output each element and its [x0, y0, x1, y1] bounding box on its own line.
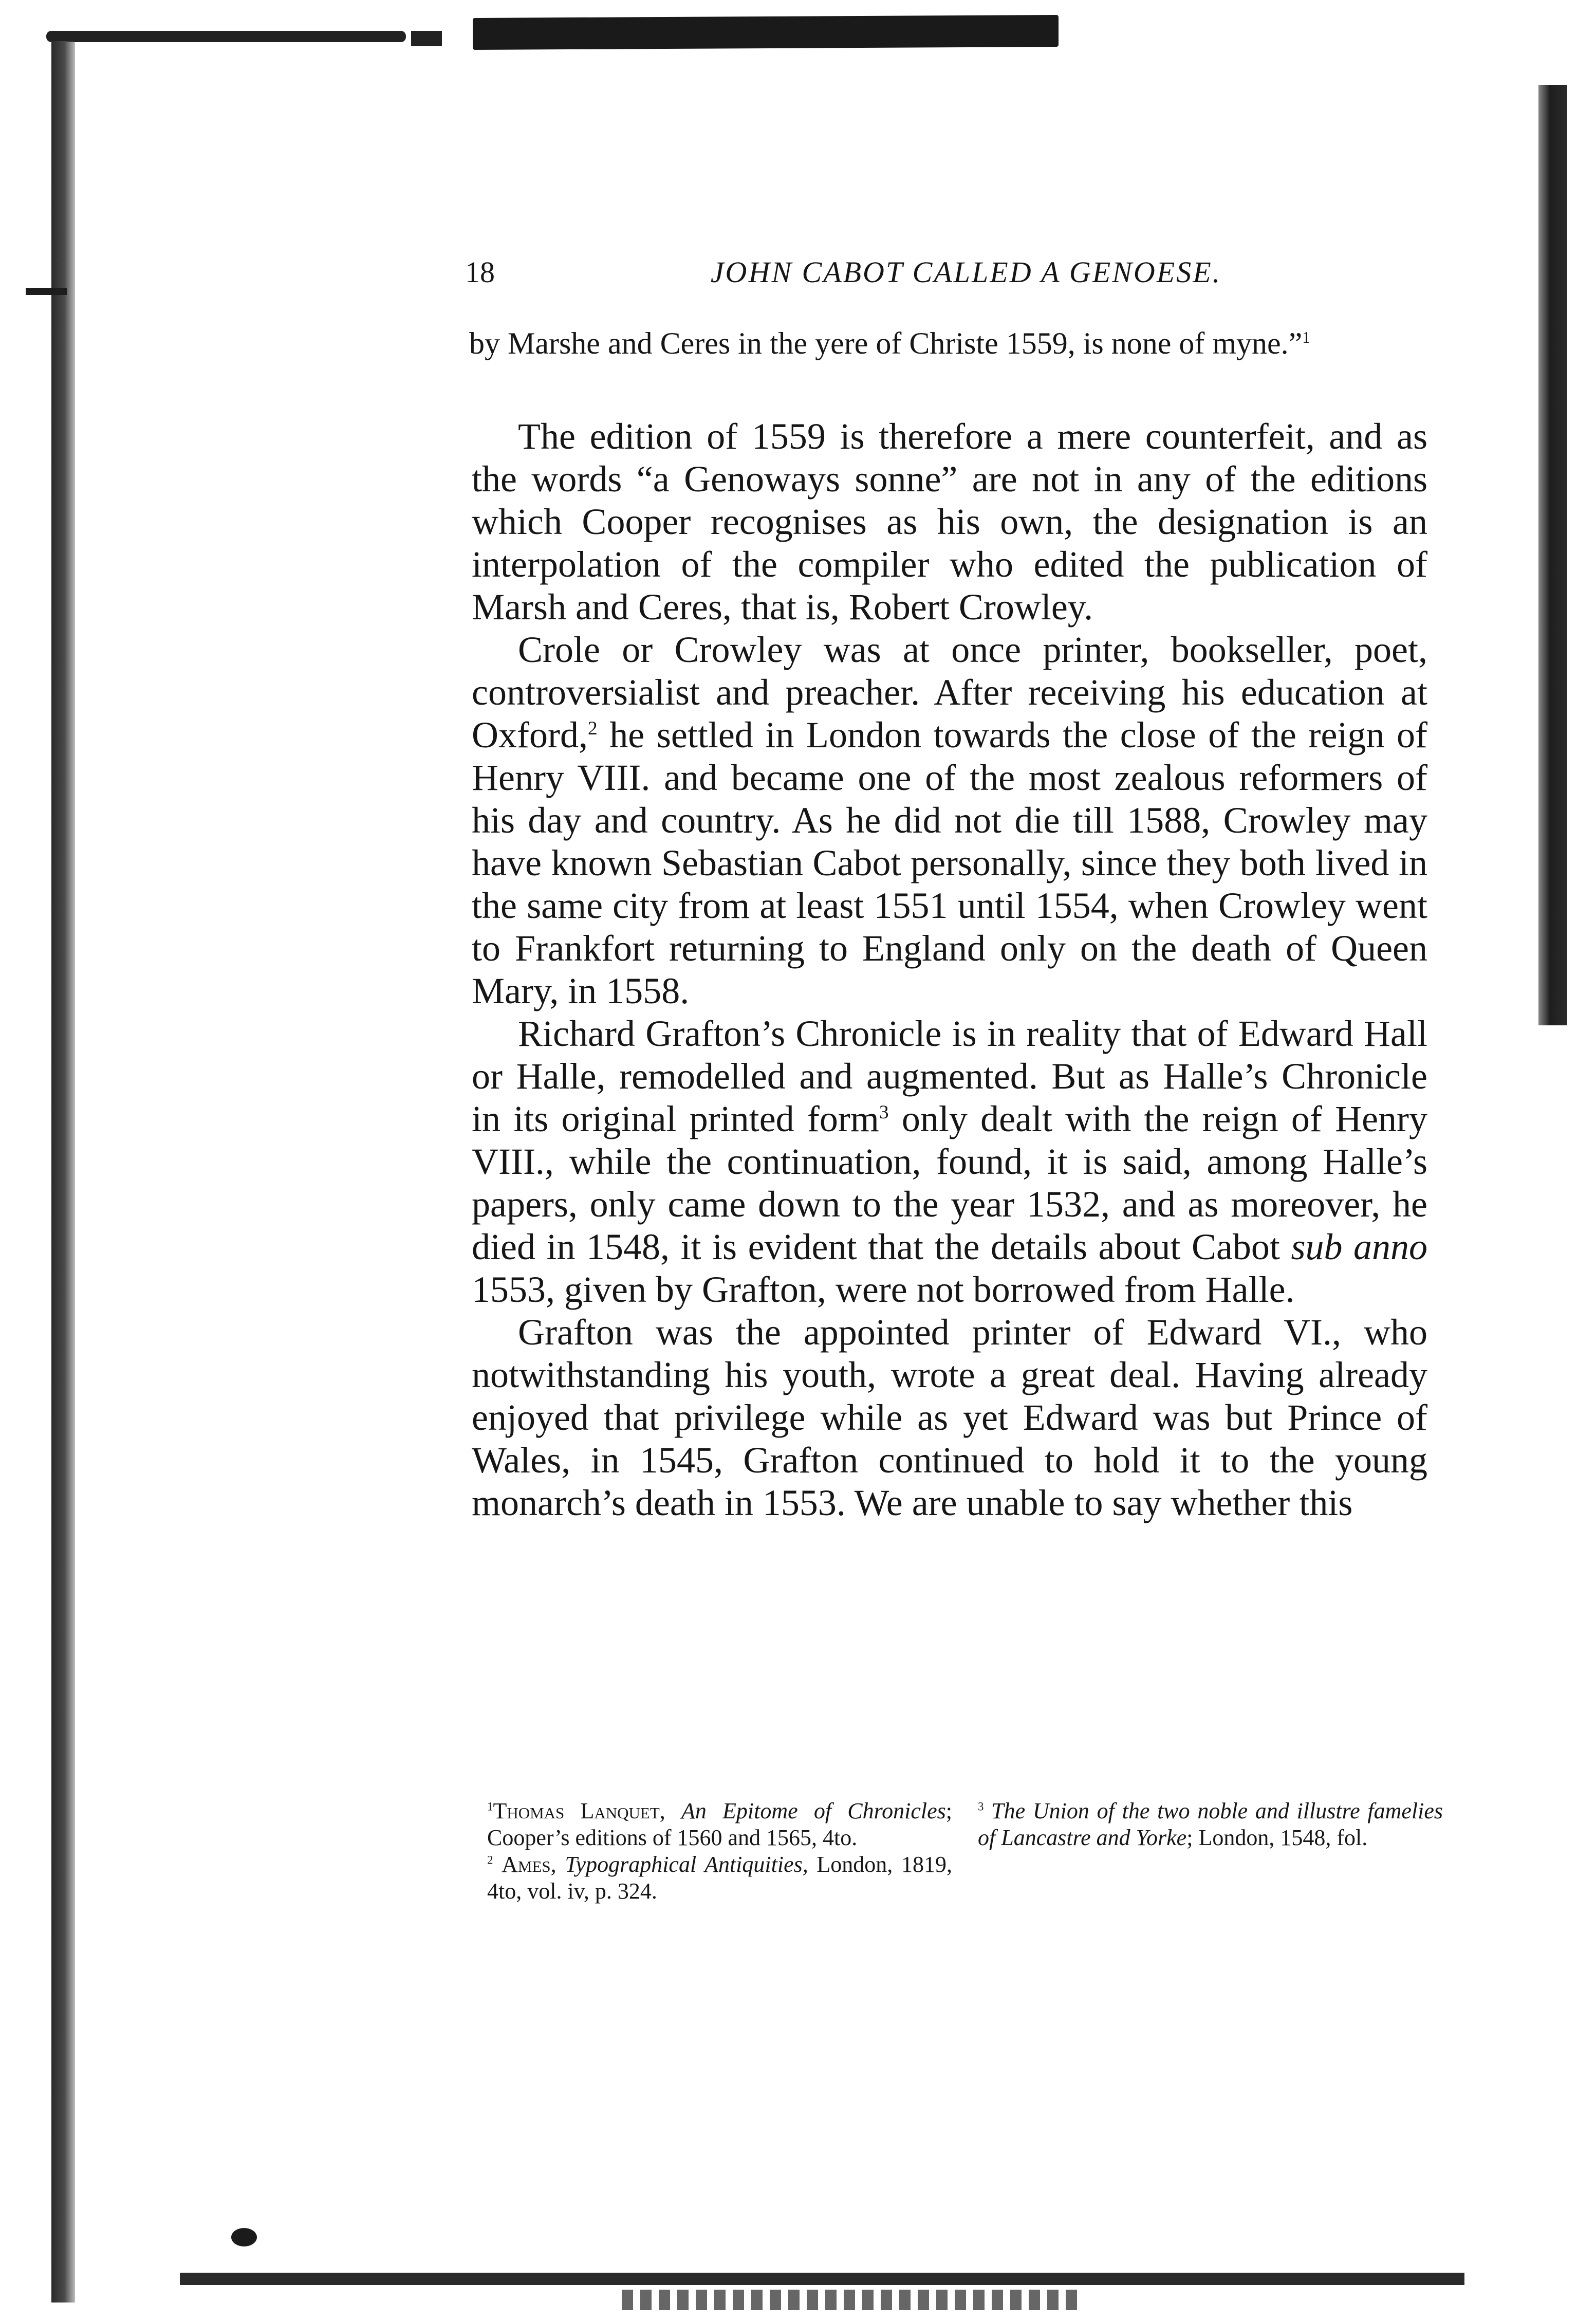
- footnotes: [487, 1798, 1443, 1905]
- paragraph-2-part-b: he settled in London towards the close of the reign of Henry VIII. and became one of the most zealous reformers of his day and country. As he did not die till 1588, Crowley may have known Sebastian Cabot personally, since they both lived in the same city from at least 1551 until 1554, when Crowley went to Frankfort returning to England only on the death of Queen Mary, in 1558.: [472, 714, 1427, 1011]
- scan-border-bottom: [180, 2273, 1464, 2285]
- paragraph-1: The edition of 1559 is therefore a mere counterfeit, and as the words “a Genoways sonne” are not in any of the editions which Cooper recognises as his own, the designation is an interpolation of the compiler who edited the publication of Marsh and Ceres, that is, Robert Crowley.: [472, 416, 1427, 628]
- paragraph-3-part-c: 1553, given by Grafton, were not borrowed from Halle.: [472, 1269, 1295, 1310]
- footnote-1-title: An Epitome of Chronicles: [681, 1798, 946, 1823]
- footnote-2-author: Ames,: [502, 1852, 556, 1877]
- running-title: JOHN CABOT CALLED A GENOESE.: [710, 255, 1222, 289]
- scan-border-top: [473, 15, 1059, 50]
- body-text: [472, 415, 1427, 1524]
- footnote-3-title: The Union of the two noble and illustre famelies of Lancastre and Yorke: [978, 1798, 1443, 1850]
- paragraph-4: Grafton was the appointed printer of Edward VI., who notwithstanding his youth, wrote a great deal. Having already enjoyed that privilege while as yet Edward was but Prince of Wales, in 1545, Grafton continued to hold it to the young monarch’s death in 1553. We are unable to say whether this: [472, 1312, 1427, 1523]
- footnote-ref-1: 1: [1302, 328, 1310, 346]
- footnote-1-mark: 1: [487, 1800, 493, 1813]
- footnote-3: [978, 1798, 1443, 1851]
- paragraph-3-part-b: only dealt with the reign of Henry VIII., while the continuation, found, it is said, among Halle’s papers, only came down to the year 1532, and as moreover, he died in 1548, it is evident that the details about Cabot: [472, 1098, 1428, 1267]
- footnote-ref-3: 3: [879, 1102, 889, 1123]
- scan-border-right: [1538, 85, 1567, 1025]
- page-number: 18: [465, 255, 495, 289]
- footnote-3-rest: ; London, 1548, fol.: [1186, 1825, 1368, 1850]
- scan-border-top-left-tail: [411, 31, 442, 46]
- footnote-2-rest: London, 1819, 4to, vol. iv, p. 324.: [487, 1852, 952, 1904]
- scan-mark-left: [26, 288, 67, 295]
- running-head: [465, 252, 1467, 293]
- paragraph-3-italic: sub anno: [1291, 1226, 1427, 1267]
- paragraph-3: [472, 1012, 1427, 1311]
- scan-border-left: [51, 41, 75, 2302]
- footnote-3-mark: 3: [978, 1800, 984, 1813]
- scan-border-top-left: [46, 31, 406, 42]
- footnote-2: [487, 1851, 952, 1905]
- carry-over-quote: [469, 323, 1415, 364]
- footnote-ref-2: 2: [587, 718, 598, 739]
- carry-over-text: by Marshe and Ceres in the yere of Christe 1559, is none of myne.”: [469, 326, 1303, 360]
- paragraph-2-part-a: Crole or Crowley was at once printer, bookseller, poet, controversialist and preacher. After receiving his education at Oxford,: [472, 629, 1427, 756]
- paragraph-3-part-a: Richard Grafton’s Chronicle is in reality that of Edward Hall or Halle, remodelled and augmented. But as Halle’s Chronicle in its original printed form: [472, 1013, 1427, 1139]
- paragraph-2: [472, 629, 1427, 1012]
- scan-border-bottom-fringe: [622, 2290, 1084, 2310]
- footnote-1: [487, 1798, 952, 1851]
- footnote-1-rest: ; Cooper’s editions of 1560 and 1565, 4to.: [487, 1798, 953, 1850]
- ink-blot: [231, 2228, 257, 2246]
- footnote-1-author: Thomas Lanquet,: [493, 1798, 665, 1823]
- footnote-2-mark: 2: [487, 1853, 493, 1867]
- footnote-2-title: Typographical Antiquities,: [565, 1852, 808, 1877]
